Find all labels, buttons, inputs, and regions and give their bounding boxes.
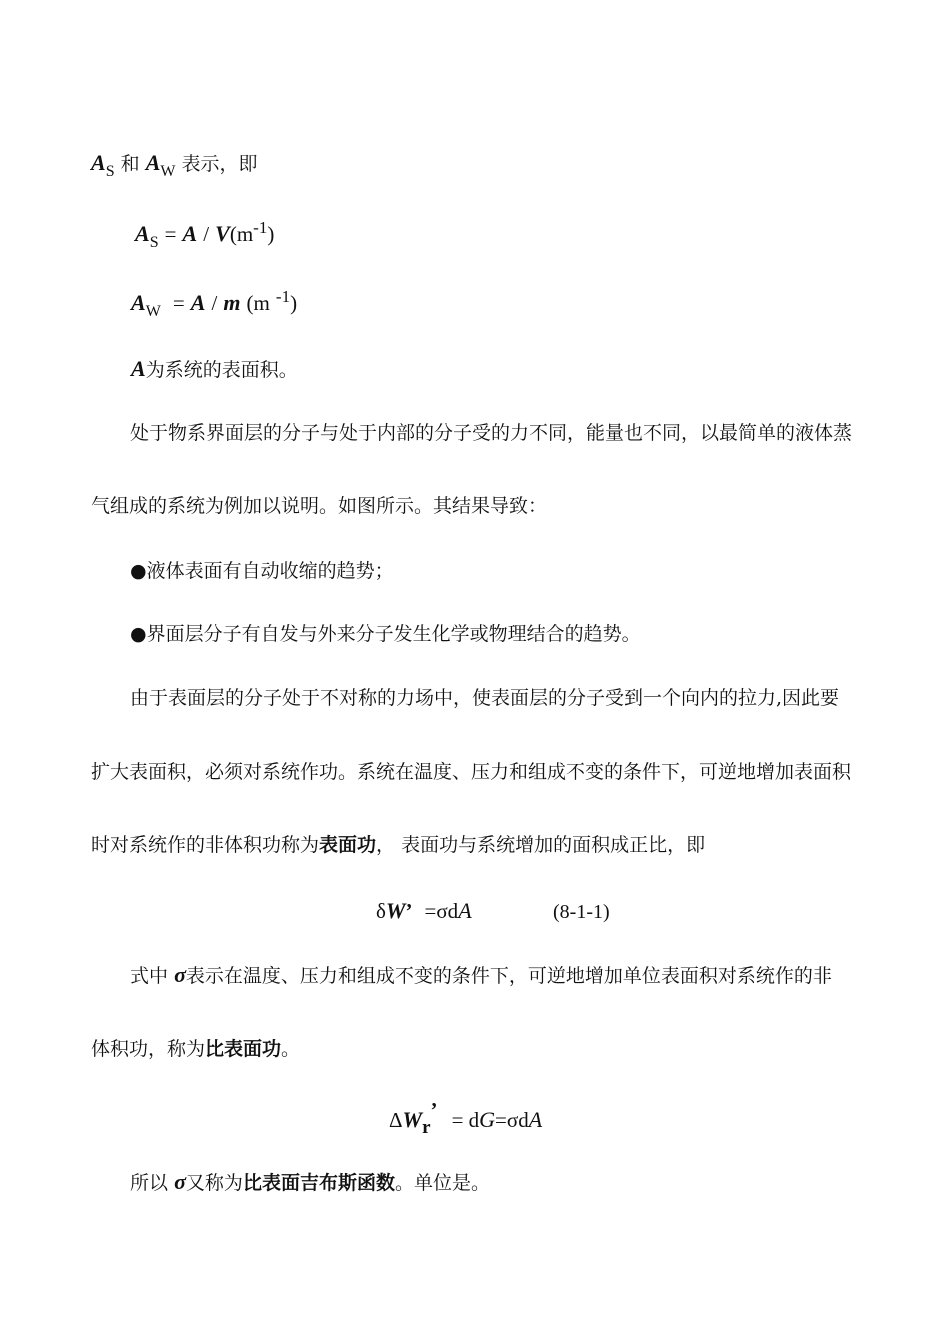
- paragraph-1-line-1: 处于物系界面层的分子与处于内部的分子受的力不同，能量也不同，以最简单的液体蒸: [130, 422, 853, 444]
- symbols-intro-line: [91, 150, 258, 181]
- delta-symbol: Δ: [389, 1108, 403, 1132]
- slash: /: [203, 222, 210, 246]
- term-specific-surface-work: 比表面功: [205, 1038, 282, 1060]
- sigma-symbol: σ: [174, 1169, 186, 1194]
- period: 。: [281, 1038, 301, 1060]
- text-denote: 表示，即: [181, 153, 258, 175]
- text-also-called: 又称为: [185, 1172, 243, 1194]
- unit-open: (m: [229, 222, 254, 246]
- paragraph-1-line-2: 气组成的系统为例加以说明。如图所示。其结果导致：: [91, 495, 548, 517]
- symbol-a: A: [458, 898, 472, 923]
- paragraph-2-line-1: 由于表面层的分子处于不对称的力场中，使表面层的分子受到一个向内的拉力,因此要: [130, 687, 840, 709]
- slash: /: [211, 291, 218, 315]
- unit-open: (m: [246, 291, 270, 315]
- symbol-g: G: [479, 1107, 496, 1132]
- subscript-s: S: [105, 163, 115, 180]
- paragraph-2-line-2: 扩大表面积，必须对系统作功。系统在温度、压力和组成不变的条件下，可逆地增加表面积: [91, 761, 852, 783]
- surface-work-intro: 时对系统作的非体积功称为: [91, 834, 320, 856]
- symbol-w: W: [385, 898, 406, 923]
- symbol-a: A: [182, 221, 198, 246]
- paragraph-2-line-3: [91, 834, 705, 857]
- paragraph-3-line-1: [130, 962, 832, 988]
- paragraph-3-line-2: [91, 1038, 300, 1061]
- sigma-symbol: σ: [174, 962, 186, 987]
- text-and: 和: [120, 153, 140, 175]
- unit-close: ): [290, 291, 298, 315]
- equation-as: [135, 218, 274, 252]
- sigma-da: =σd: [495, 1108, 529, 1132]
- equals-sign: =: [172, 291, 185, 315]
- unit-exponent: -1: [275, 287, 291, 306]
- equation-label: (8-1-1): [553, 901, 610, 923]
- subscript-s: S: [149, 234, 159, 251]
- equals-d: = d: [451, 1108, 480, 1132]
- symbol-a: A: [190, 290, 206, 315]
- symbol-a: A: [528, 1107, 543, 1132]
- subscript-w: W: [160, 163, 176, 180]
- specific-work-intro: 体积功，称为: [91, 1038, 206, 1060]
- delta-symbol: δ: [376, 899, 386, 923]
- symbol-a: A: [131, 356, 146, 381]
- equation-8-1-1: [376, 898, 472, 924]
- subscript-r: r: [422, 1117, 431, 1138]
- text-where: 式中: [130, 965, 169, 987]
- surface-work-proportional: ， 表面功与系统增加的面积成正比，即: [376, 834, 706, 856]
- gibbs-function-line: [130, 1169, 490, 1195]
- bullet-item-2: ●界面层分子有自发与外来分子发生化学或物理结合的趋势。: [130, 623, 641, 645]
- sigma-definition: 表示在温度、压力和组成不变的条件下，可逆地增加单位表面积对系统作的非: [185, 965, 832, 987]
- symbol-a: A: [91, 150, 106, 175]
- symbol-m: m: [223, 290, 241, 315]
- area-definition-text: 为系统的表面积。: [145, 359, 298, 381]
- symbol-a: A: [131, 290, 146, 315]
- term-specific-surface-gibbs: 比表面吉布斯函数: [242, 1172, 395, 1194]
- equation-aw: [131, 287, 297, 321]
- bullet-item-1: ●液体表面有自动收缩的趋势；: [130, 560, 394, 582]
- unit-close: ): [267, 222, 275, 246]
- unit-statement: 。单位是。: [394, 1172, 490, 1194]
- prime-mark: ’: [405, 899, 413, 923]
- prime-mark: ’: [430, 1098, 438, 1122]
- text-therefore: 所以: [130, 1172, 169, 1194]
- unit-exponent: -1: [253, 218, 268, 237]
- area-definition-line: [131, 356, 298, 382]
- symbol-a: A: [145, 150, 161, 175]
- symbol-a: A: [135, 221, 150, 246]
- equals-sign: =: [164, 222, 177, 246]
- equation-gibbs: [389, 1098, 542, 1140]
- term-surface-work: 表面功: [319, 834, 377, 856]
- symbol-w: W: [402, 1107, 423, 1132]
- symbol-v: V: [215, 221, 230, 246]
- sigma-da: =σd: [424, 899, 459, 923]
- subscript-w: W: [145, 303, 161, 320]
